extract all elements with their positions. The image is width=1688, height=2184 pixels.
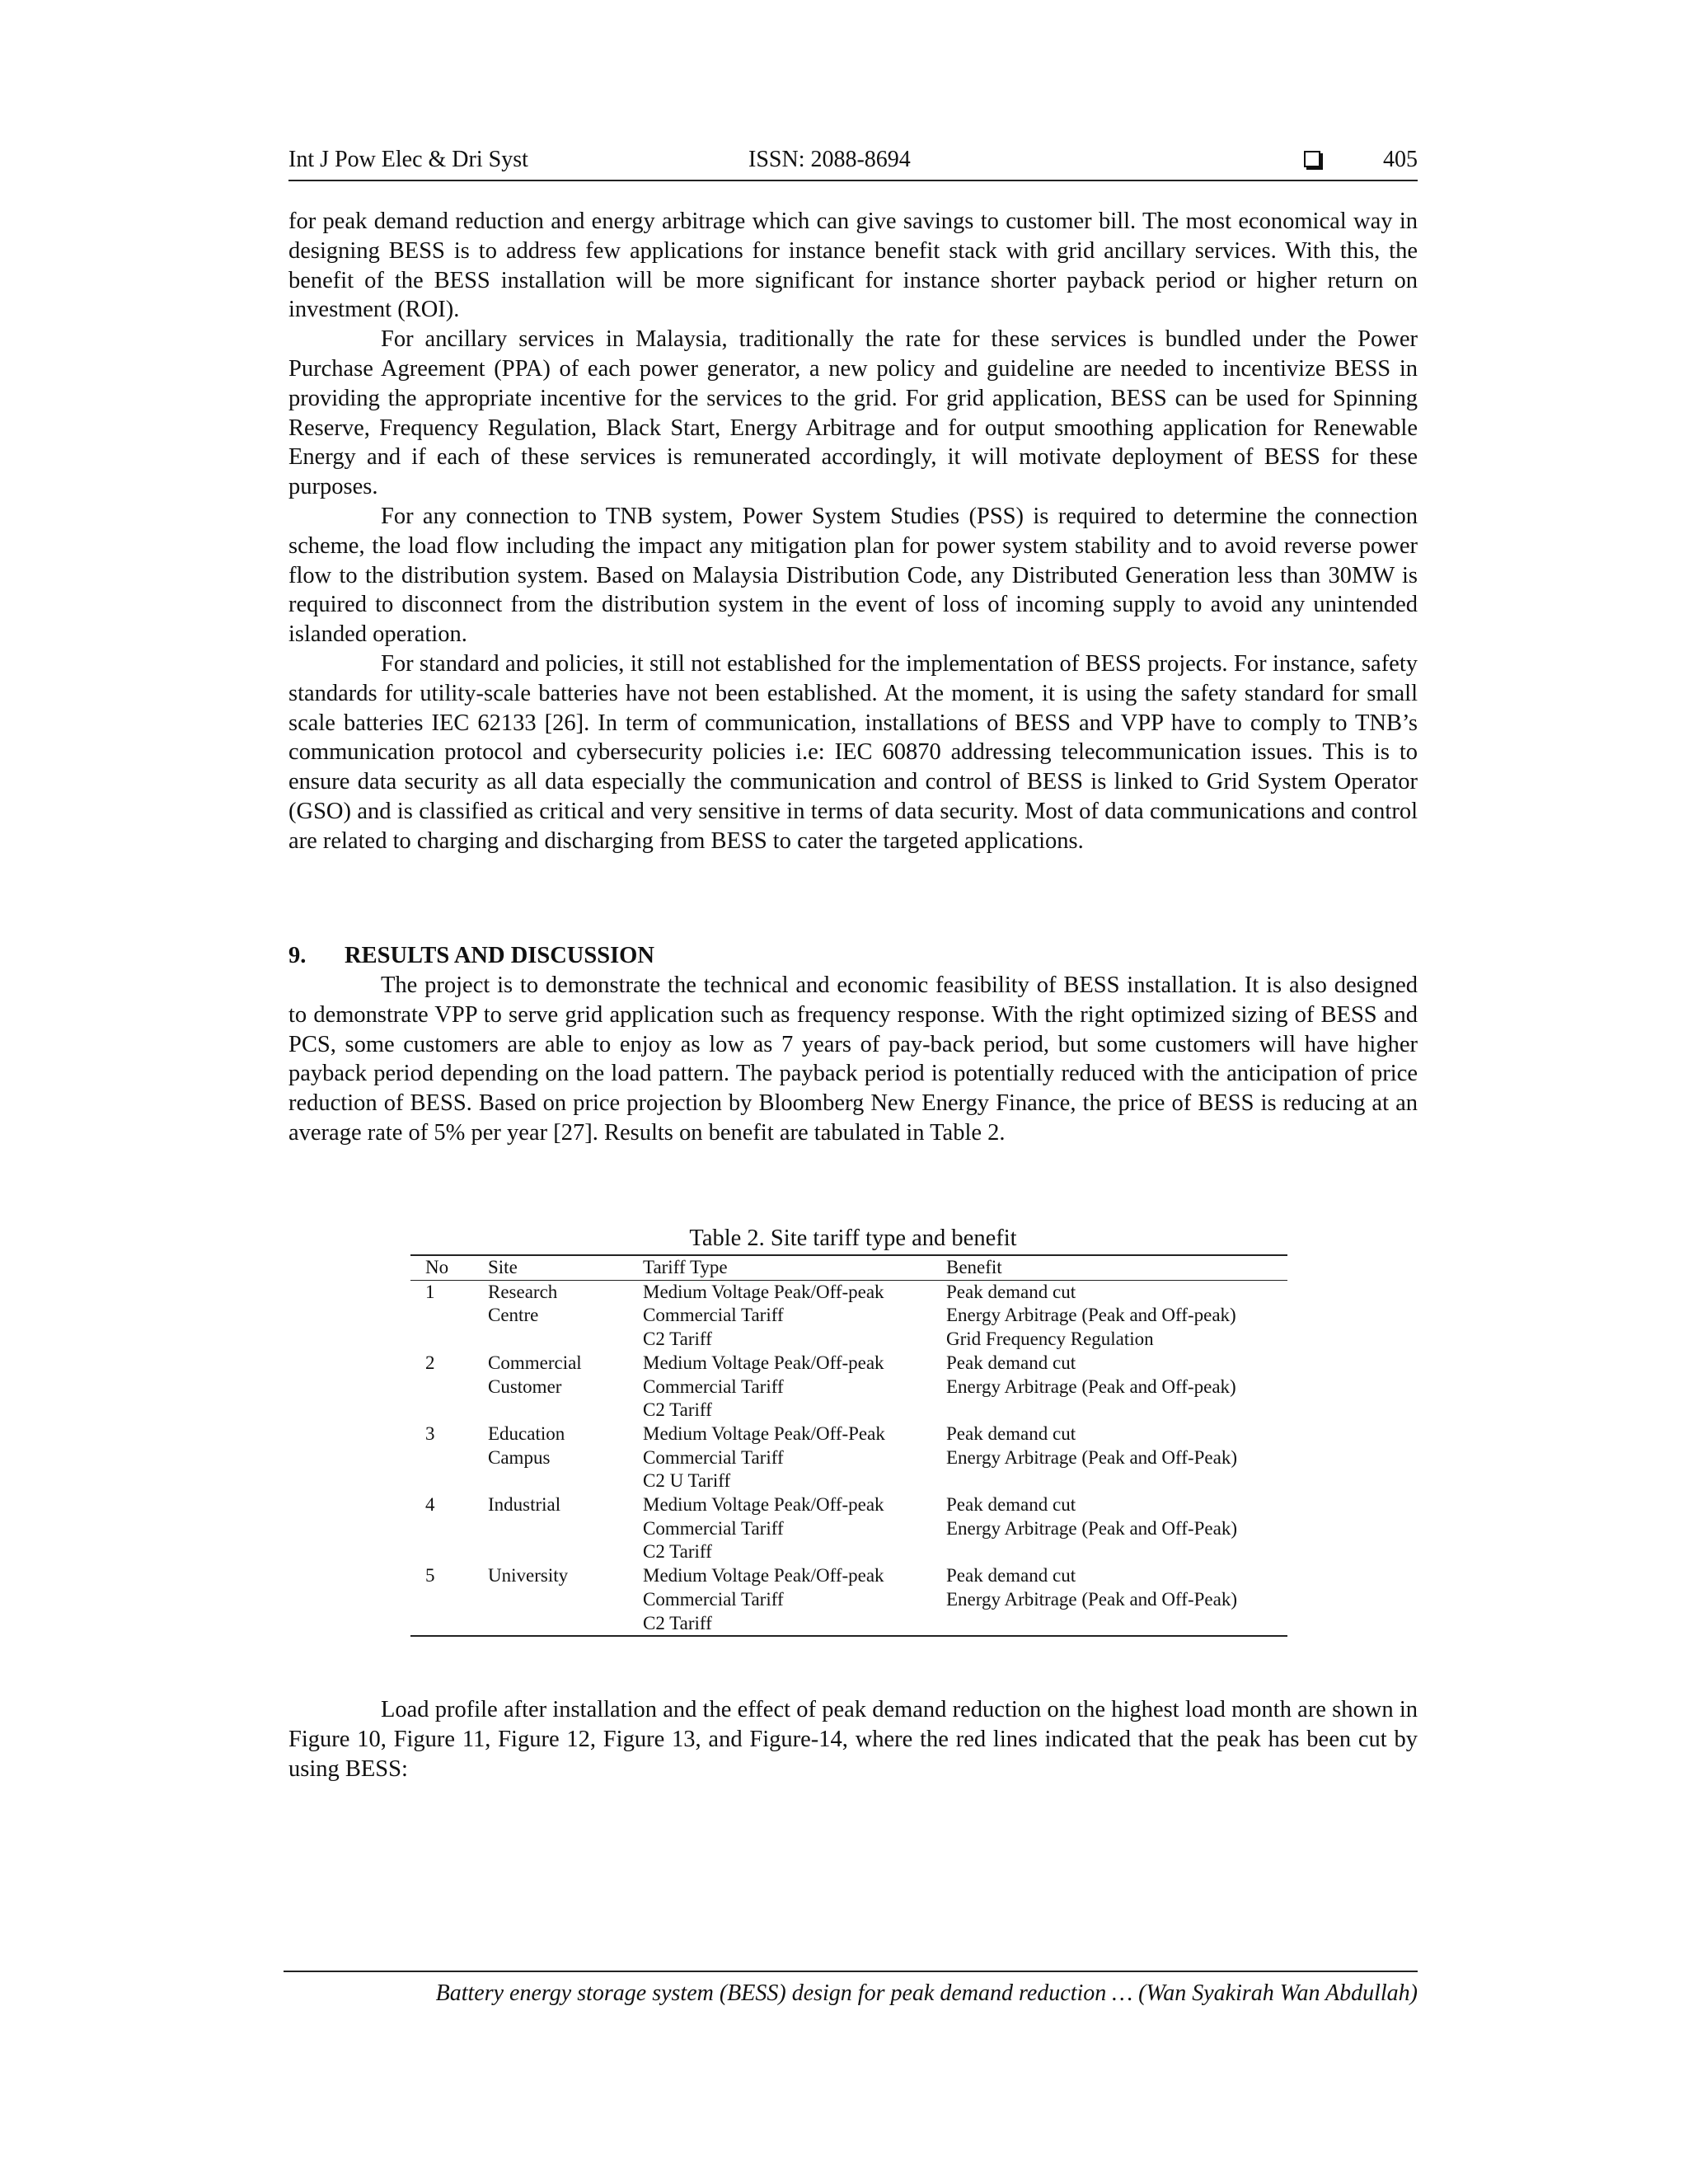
cell-line: C2 Tariff [643, 1612, 712, 1633]
cell-benefit [946, 1493, 1287, 1564]
cell-line: Medium Voltage Peak/Off-peak [643, 1281, 884, 1302]
page-header [288, 147, 1418, 181]
paragraph: For ancillary services in Malaysia, traditionally the rate for these services is bundled under the Power Purchase Agreement (PPA) of each power generator, a new policy and guideline are needed to incentivize BESS in providing the appropriate incentive for the services to the grid. For grid application, BESS can be used for Spinning Reserve, Frequency Regulation, Black Start, Energy Arbitrage and for output smoothing application for Renewable Energy and if each of these services is remunerated accordingly, it will motivate deployment of BESS for these purposes. [288, 326, 1418, 500]
cell-line: C2 Tariff [643, 1329, 712, 1350]
cell-site [488, 1422, 643, 1493]
section-number: 9. [288, 943, 307, 968]
cell-line: Education [488, 1422, 565, 1444]
cell-benefit [946, 1280, 1287, 1352]
paragraph: for peak demand reduction and energy arbitrage which can give savings to customer bill. The most economical way in designing BESS is to address few applications for instance benefit stack with grid ancillary services. With this, the benefit of the BESS installation will be more significant for instance shorter payback period or higher return on investment (ROI). [288, 209, 1418, 323]
cell-line: Customer [488, 1376, 562, 1397]
journal-name: Int J Pow Elec & Dri Syst [288, 147, 528, 172]
cell-tariff [643, 1493, 946, 1564]
section-title: RESULTS AND DISCUSSION [345, 943, 654, 968]
cell-benefit [946, 1352, 1287, 1422]
paragraph: The project is to demonstrate the technical and economic feasibility of BESS installation. It is also designed to demonstrate VPP to serve grid application such as frequency response. With the right optimized sizing of BESS and PCS, some customers are able to enjoy as low as 7 years of pay-back period, but some customers will have higher payback period depending on the load pattern. The payback period is potentially reduced with the anticipation of price reduction of BESS. Based on price projection by Bloomberg New Energy Finance, the price of BESS is reducing at an average rate of 5% per year [27]. Results on benefit are tabulated in Table 2. [288, 972, 1418, 1146]
cell-line: University [488, 1565, 569, 1586]
cell-line: Industrial [488, 1494, 561, 1516]
cell-site [488, 1564, 643, 1636]
cell-line: Peak demand cut [946, 1565, 1076, 1586]
cell-tariff [643, 1280, 946, 1352]
cell-no: 3 [425, 1422, 435, 1444]
cell-line: C2 Tariff [643, 1541, 712, 1563]
paragraph: Load profile after installation and the effect of peak demand reduction on the highest load month are shown in Figure 10, Figure 11, Figure 12, Figure 13, and Figure-14, where the red lines indicated that the peak has been cut by using BESS: [288, 1697, 1418, 1782]
cell-benefit [946, 1422, 1287, 1493]
table-row [410, 1352, 1287, 1422]
cell-tariff [643, 1352, 946, 1422]
cell-line: Commercial Tariff [643, 1588, 784, 1610]
cell-line: Medium Voltage Peak/Off-peak [643, 1352, 884, 1373]
table-body [410, 1280, 1287, 1636]
cell-line: Commercial Tariff [643, 1305, 784, 1326]
cell-tariff [643, 1564, 946, 1636]
cell-no: 1 [425, 1281, 435, 1302]
cell-no: 4 [425, 1494, 435, 1516]
cell-line: Commercial Tariff [643, 1376, 784, 1397]
paragraph: For any connection to TNB system, Power System Studies (PSS) is required to determine the connection scheme, the load flow including the impact any mitigation plan for power system stability and to avoid reverse power flow to the distribution system. Based on Malaysia Distribution Code, any Distributed Generation less than 30MW is required to disconnect from the distribution system in the event of loss of incoming supply to avoid any unintended islanded operation. [288, 503, 1418, 648]
table-row [410, 1422, 1287, 1493]
page-number: 405 [1383, 147, 1418, 172]
site-tariff-table [410, 1254, 1287, 1637]
after-table-text [288, 1695, 1418, 1783]
issn-number: ISSN: 2088-8694 [748, 147, 911, 172]
cell-benefit [946, 1564, 1287, 1636]
cell-line: Campus [488, 1446, 551, 1468]
cell-line: Energy Arbitrage (Peak and Off-Peak) [946, 1446, 1237, 1468]
table-caption: Table 2. Site tariff type and benefit [689, 1226, 1017, 1251]
cell-line: Research [488, 1281, 558, 1302]
cell-line: Peak demand cut [946, 1422, 1076, 1444]
cell-line: Medium Voltage Peak/Off-peak [643, 1494, 884, 1516]
table-row [410, 1493, 1287, 1564]
cell-site [488, 1352, 643, 1422]
cell-line: Commercial [488, 1352, 582, 1373]
table-row [410, 1564, 1287, 1636]
paragraph: For standard and policies, it still not established for the implementation of BESS projects. For instance, safety standards for utility-scale batteries have not been established. At the moment, it is using the safety standard for small scale batteries IEC 62133 [26]. In term of communication, installations of BESS and VPP have to comply to TNB’s communication protocol and cybersecurity policies i.e: IEC 60870 addressing telecommunication issues. This is to ensure data security as all data especially the communication and control of BESS is linked to Grid System Operator (GSO) and is classified as critical and very sensitive in terms of data security. Most of data communications and control are related to charging and discharging from BESS to cater the targeted applications. [288, 650, 1418, 854]
table-row [410, 1280, 1287, 1352]
page-footer: Battery energy storage system (BESS) design for peak demand reduction … (Wan Syakirah Wan Abdullah) [284, 1971, 1418, 2007]
column-header-tariff: Tariff Type [643, 1255, 946, 1280]
body-text [288, 207, 1418, 856]
cell-line: Peak demand cut [946, 1281, 1076, 1302]
cell-line: C2 U Tariff [643, 1470, 731, 1492]
cell-line: Commercial Tariff [643, 1446, 784, 1468]
cell-site [488, 1493, 643, 1564]
cell-site [488, 1280, 643, 1352]
cell-line: Medium Voltage Peak/Off-peak [643, 1565, 884, 1586]
cell-line: Peak demand cut [946, 1494, 1076, 1516]
square-box-icon [1304, 151, 1320, 167]
cell-no: 5 [425, 1565, 435, 1586]
results-section [288, 941, 1418, 1148]
cell-no: 2 [425, 1352, 435, 1373]
cell-line: Peak demand cut [946, 1352, 1076, 1373]
cell-line: Grid Frequency Regulation [946, 1329, 1154, 1350]
cell-line: Commercial Tariff [643, 1517, 784, 1539]
cell-line: Energy Arbitrage (Peak and Off-Peak) [946, 1517, 1237, 1539]
section-heading [288, 941, 1418, 971]
cell-line: Energy Arbitrage (Peak and Off-peak) [946, 1376, 1236, 1397]
cell-tariff [643, 1422, 946, 1493]
column-header-no: No [410, 1255, 488, 1280]
column-header-site: Site [488, 1255, 643, 1280]
cell-line: Energy Arbitrage (Peak and Off-peak) [946, 1305, 1236, 1326]
paper-page [288, 0, 1418, 2184]
cell-line: Medium Voltage Peak/Off-Peak [643, 1422, 885, 1444]
cell-line: Centre [488, 1305, 539, 1326]
table-header-row [410, 1255, 1287, 1280]
cell-line: Energy Arbitrage (Peak and Off-Peak) [946, 1588, 1237, 1610]
column-header-benefit: Benefit [946, 1255, 1287, 1280]
cell-line: C2 Tariff [643, 1399, 712, 1421]
